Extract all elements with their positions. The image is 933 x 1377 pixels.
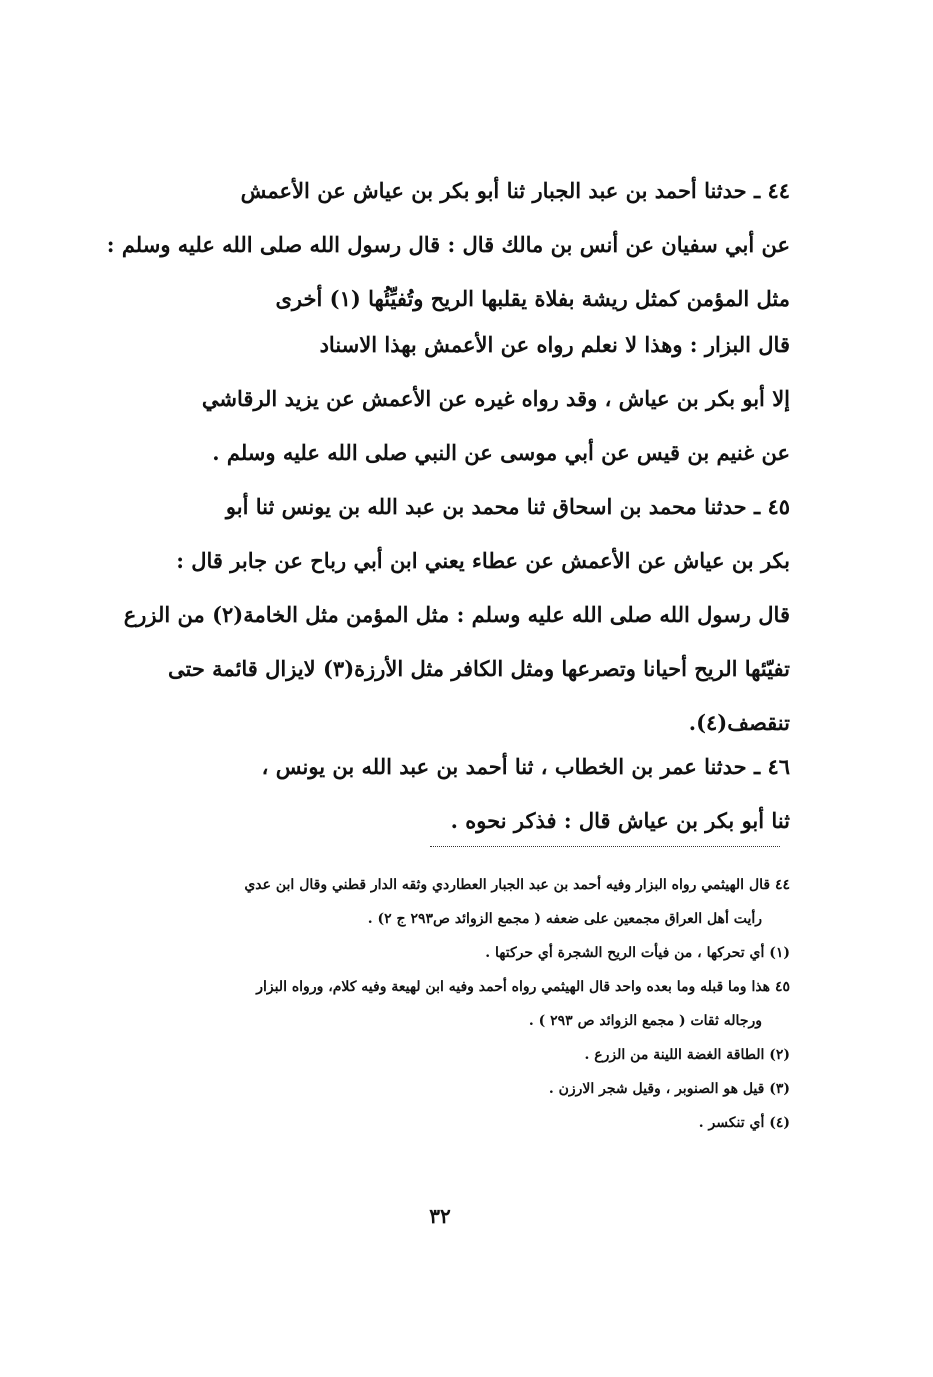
commentary-line: عن غنيم بن قيس عن أبي موسى عن النبي صلى الله عليه وسلم . — [212, 440, 790, 465]
page-number: ٣٢ — [429, 1204, 451, 1228]
hadith-44-line: ٤٤ ـ حدثنا أحمد بن عبد الجبار ثنا أبو بكر بن عياش عن الأعمش — [240, 178, 790, 203]
footnote-44: ٤٤ قال الهيثمي رواه البزار وفيه أحمد بن عبد الجبار العطاردي وثقه الدار قطني وقال ابن عدي — [244, 877, 790, 893]
footnote-separator — [430, 846, 780, 847]
footnote-45: ٤٥ هذا وما قبله وما بعده واحد قال الهيثمي رواه أحمد وفيه ابن لهيعة وفيه كلام، ورواه البزار — [256, 979, 790, 995]
commentary-44 — [118, 318, 790, 480]
hadith-46 — [118, 740, 790, 848]
footnote-45-continued: ورجاله ثقات ( مجمع الزوائد ص ٢٩٣ ) . — [528, 1013, 762, 1029]
footnote-44-continued: رأيت أهل العراق مجمعين على ضعفه ( مجمع الزوائد ص٢٩٣ ج ٢) . — [367, 911, 762, 927]
hadith-44-line: مثل المؤمن كمثل ريشة بفلاة يقلبها الريح وتُفيِّئُها (١) أخرى — [275, 286, 790, 311]
hadith-45-line: قال رسول الله صلى الله عليه وسلم : مثل المؤمن مثل الخامة(٢) من الزرع — [123, 602, 790, 627]
hadith-45-line: تنقصف(٤). — [688, 710, 790, 735]
footnote-4: (٤) أي تنكسر . — [698, 1115, 790, 1131]
footnote-1: (١) أي تحركها ، من فيأت الريح الشجرة أي حركتها . — [485, 945, 790, 961]
footnote-2: (٢) الطاقة الغضة اللينة من الزرع . — [584, 1047, 790, 1063]
hadith-45-line: ٤٥ ـ حدثنا محمد بن اسحاق ثنا محمد بن عبد الله بن يونس ثنا أبو — [225, 494, 790, 519]
hadith-45 — [118, 480, 790, 750]
hadith-46-line: ٤٦ ـ حدثنا عمر بن الخطاب ، ثنا أحمد بن عبد الله بن يونس ، — [261, 754, 790, 779]
footnote-3: (٣) قيل هو الصنوبر ، وقيل شجر الارزن . — [548, 1081, 790, 1097]
hadith-44-line: عن أبي سفيان عن أنس بن مالك قال : قال رسول الله صلى الله عليه وسلم : — [106, 232, 790, 257]
hadith-45-line: بكر بن عياش عن الأعمش عن عطاء يعني ابن أبي رباح عن جابر قال : — [176, 548, 790, 573]
hadith-46-line: ثنا أبو بكر بن عياش قال : فذكر نحوه . — [450, 808, 790, 833]
hadith-44 — [106, 164, 790, 326]
footnotes — [110, 868, 790, 1140]
commentary-line: قال البزار : وهذا لا نعلم رواه عن الأعمش بهذا الاسناد — [319, 332, 790, 357]
commentary-line: إلا أبو بكر بن عياش ، وقد رواه غيره عن الأعمش عن يزيد الرقاشي — [201, 386, 790, 411]
hadith-45-line: تفيّئها الريح أحيانا وتصرعها ومثل الكافر مثل الأرزة(٣) لايزال قائمة حتى — [168, 656, 790, 681]
